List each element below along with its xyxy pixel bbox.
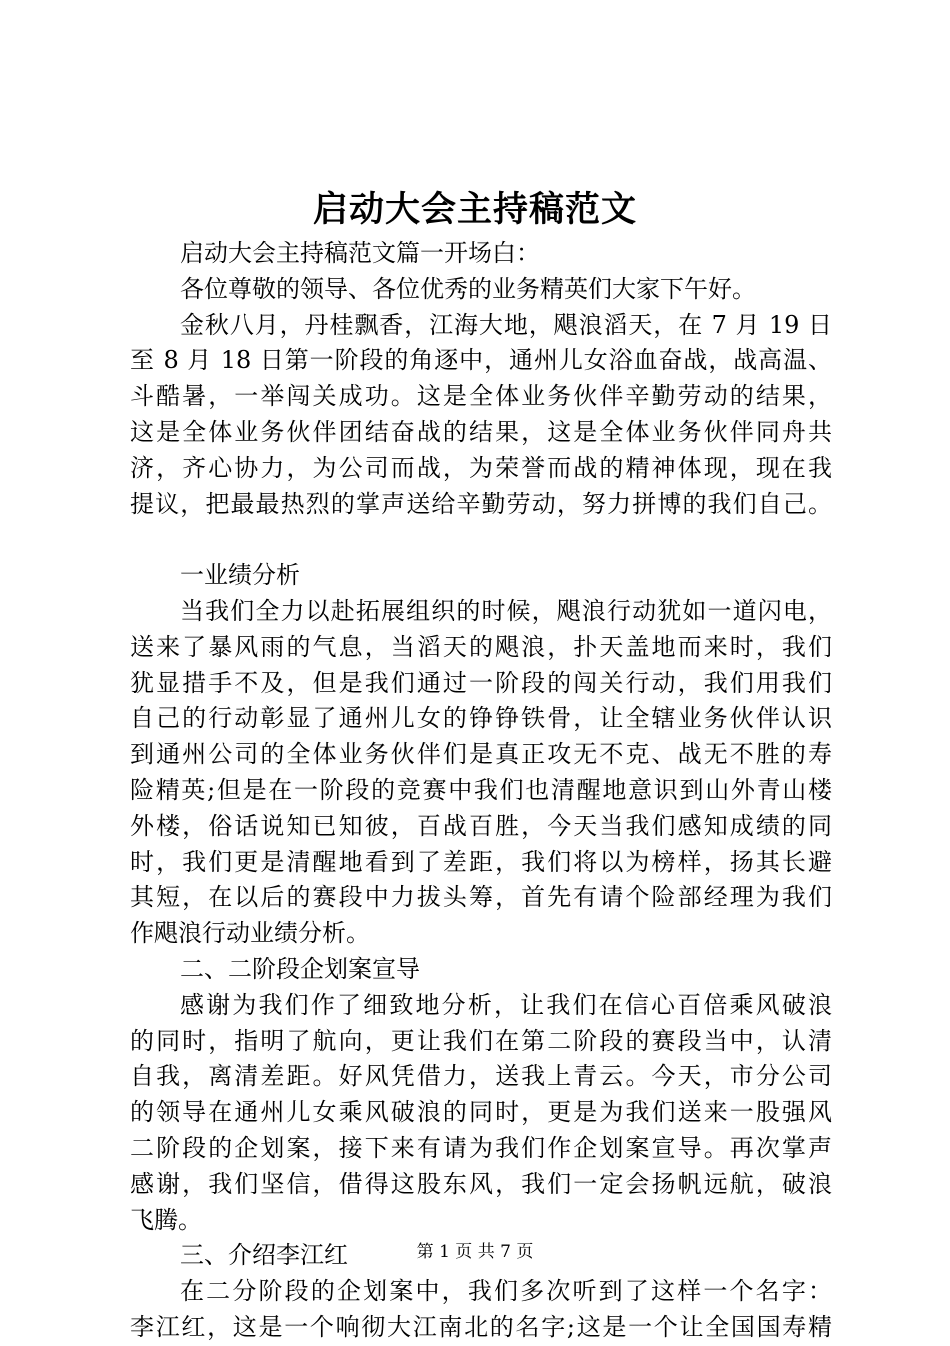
text-line: 其短，在以后的赛段中力拔头筹，首先有请个险部经理为我们	[130, 883, 832, 912]
text-line: 作飓浪行动业绩分析。	[130, 919, 370, 948]
text-line: 三、介绍李江红	[180, 1241, 348, 1270]
text-line: 到通州公司的全体业务伙伴们是真正攻无不克、战无不胜的寿	[130, 740, 832, 769]
text-line: 的同时，指明了航向，更让我们在第二阶段的赛段当中，认清	[130, 1026, 832, 1055]
text-line: 当我们全力以赴拓展组织的时候，飓浪行动犹如一道闪电，	[180, 596, 832, 625]
text-line: 李江红，这是一个响彻大江南北的名字;这是一个让全国国寿精	[130, 1312, 832, 1341]
text-line: 感谢，我们坚信，借得这股东风，我们一定会扬帆远航，破浪	[130, 1169, 832, 1198]
text-line: 时，我们更是清醒地看到了差距，我们将以为榜样，扬其长避	[130, 847, 832, 876]
text-line: 险精英;但是在一阶段的竞赛中我们也清醒地意识到山外青山楼	[130, 775, 832, 804]
text-line: 在二分阶段的企划案中，我们多次听到了这样一个名字：	[180, 1277, 832, 1306]
text-line: 斗酷暑，一举闯关成功。这是全体业务伙伴辛勤劳动的结果，	[130, 382, 832, 411]
text-line: 提议，把最最热烈的掌声送给辛勤劳动，努力拼博的我们自己。	[130, 489, 832, 518]
text-line: 自我，离清差距。好风凭借力，送我上青云。今天，市分公司	[130, 1062, 832, 1091]
document-body	[130, 236, 832, 1346]
text-line: 犹显措手不及，但是我们通过一阶段的闯关行动，我们用我们	[130, 668, 832, 697]
text-line: 自己的行动彰显了通州儿女的铮铮铁骨，让全辖业务伙伴认识	[130, 704, 832, 733]
page-footer: 第 1 页 共 7 页	[416, 1242, 534, 1262]
blank-line	[130, 522, 832, 558]
text-line: 至 8 月 18 日第一阶段的角逐中，通州儿女浴血奋战，战高温、	[130, 346, 832, 375]
text-line: 启动大会主持稿范文篇一开场白：	[180, 239, 540, 267]
text-line: 各位尊敬的领导、各位优秀的业务精英们大家下午好。	[180, 274, 756, 303]
text-line: 送来了暴风雨的气息，当滔天的飓浪，扑天盖地而来时，我们	[130, 632, 832, 661]
text-line: 金秋八月，丹桂飘香，江海大地，飓浪滔天，在 7 月 19 日	[180, 310, 832, 339]
text-line: 这是全体业务伙伴团结奋战的结果，这是全体业务伙伴同舟共	[130, 417, 832, 446]
document-title: 启动大会主持稿范文	[312, 189, 637, 230]
text-line: 感谢为我们作了细致地分析，让我们在信心百倍乘风破浪	[180, 990, 832, 1019]
text-line: 二阶段的企划案，接下来有请为我们作企划案宣导。再次掌声	[130, 1133, 832, 1162]
text-line: 二、二阶段企划案宣导	[180, 954, 420, 983]
text-line: 飞腾。	[130, 1205, 202, 1234]
text-line: 一业绩分析	[180, 561, 300, 590]
text-line: 济，齐心协力，为公司而战，为荣誉而战的精神体现，现在我	[130, 453, 832, 482]
text-line: 外楼，俗话说知已知彼，百战百胜，今天当我们感知成绩的同	[130, 811, 832, 840]
text-line: 的领导在通州儿女乘风破浪的同时，更是为我们送来一股强风	[130, 1098, 832, 1127]
